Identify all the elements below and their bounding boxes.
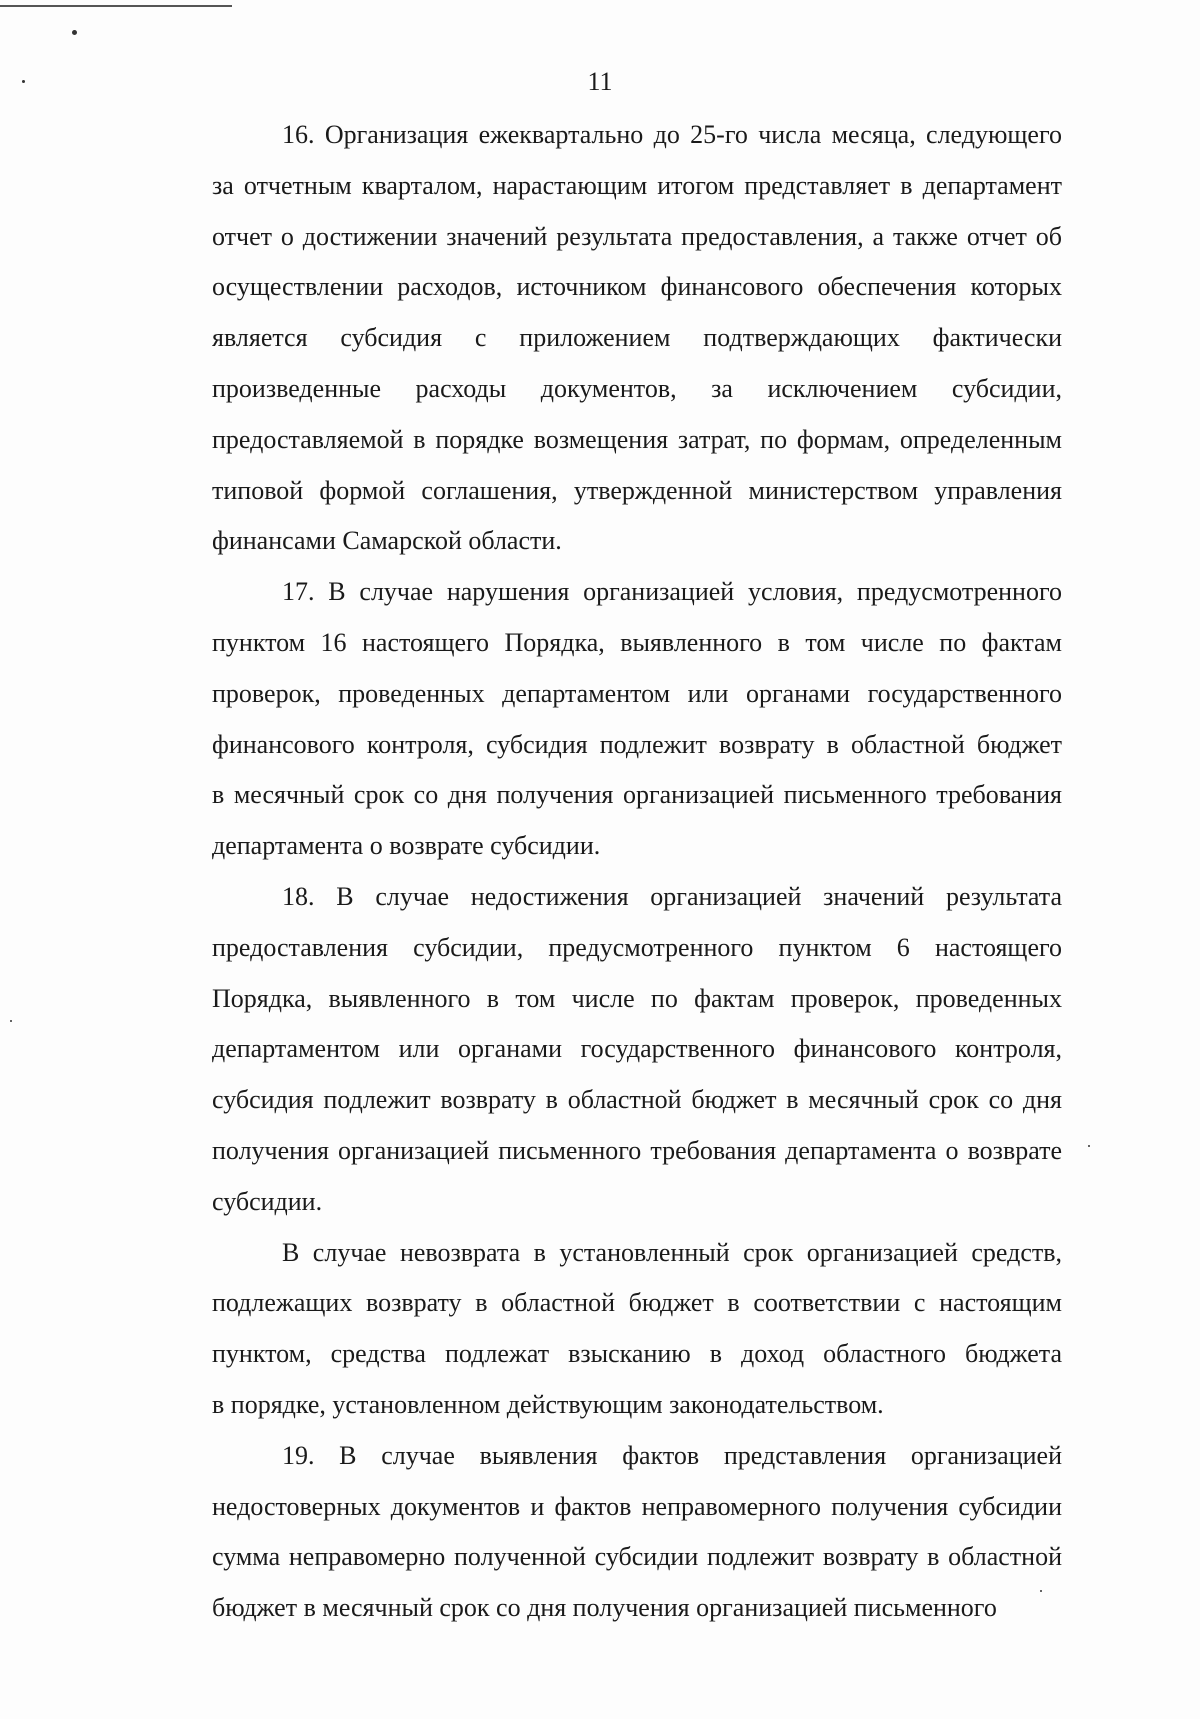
paragraph bbox=[142, 872, 1062, 1228]
text-line: проверок, проведенных департаментом или органами государственного bbox=[212, 678, 1062, 708]
text-line: 19. В случае выявления фактов представления организацией bbox=[282, 1440, 1062, 1470]
text-line: финансами Самарской области. bbox=[212, 526, 562, 556]
text-line: 17. В случае нарушения организацией условия, предусмотренного bbox=[282, 577, 1062, 607]
text-line: пунктом 16 настоящего Порядка, выявленного в том числе по фактам bbox=[212, 627, 1062, 657]
text-line: типовой формой соглашения, утвержденной министерством управления bbox=[212, 475, 1062, 505]
document-body bbox=[142, 110, 1062, 1634]
text-line: субсидии. bbox=[212, 1186, 323, 1216]
text-line: департамента о возврате субсидии. bbox=[212, 831, 601, 861]
text-line: 16. Организация ежеквартально до 25-го числа месяца, следующего bbox=[282, 120, 1062, 149]
text-line: бюджет в месячный срок со дня получения организацией письменного bbox=[212, 1593, 997, 1623]
text-line: В случае невозврата в установленный срок организацией средств, bbox=[282, 1237, 1062, 1267]
text-line: пунктом, средства подлежат взысканию в доход областного бюджета bbox=[212, 1339, 1062, 1369]
text-line: за отчетным кварталом, нарастающим итогом представляет в департамент bbox=[212, 170, 1062, 200]
text-line: подлежащих возврату в областной бюджет в соответствии с настоящим bbox=[212, 1288, 1062, 1318]
text-line: осуществлении расходов, источником финансового обеспечения которых bbox=[212, 272, 1062, 302]
text-line: предоставляемой в порядке возмещения затрат, по формам, определенным bbox=[212, 424, 1062, 454]
text-line: предоставления субсидии, предусмотренного пунктом 6 настоящего bbox=[212, 932, 1062, 962]
scan-edge-rule bbox=[0, 5, 232, 7]
paragraph bbox=[142, 1228, 1062, 1431]
text-line: недостоверных документов и фактов неправомерного получения субсидии bbox=[212, 1491, 1062, 1521]
scan-speck bbox=[10, 1020, 12, 1022]
text-line: получения организацией письменного требования департамента о возврате bbox=[212, 1135, 1062, 1165]
text-line: в месячный срок со дня получения организацией письменного требования bbox=[212, 780, 1062, 810]
paragraph bbox=[142, 567, 1062, 872]
paragraph bbox=[142, 1431, 1062, 1634]
text-line: в порядке, установленном действующим законодательством. bbox=[212, 1389, 884, 1419]
text-line: Порядка, выявленного в том числе по фактам проверок, проведенных bbox=[212, 983, 1062, 1013]
text-line: отчет о достижении значений результата предоставления, а также отчет об bbox=[212, 221, 1062, 251]
text-line: 18. В случае недостижения организацией значений результата bbox=[282, 881, 1062, 911]
paragraph bbox=[142, 110, 1062, 567]
text-line: финансового контроля, субсидия подлежит возврату в областной бюджет bbox=[212, 729, 1062, 759]
text-line: департаментом или органами государственного финансового контроля, bbox=[212, 1034, 1062, 1064]
text-line: является субсидия с приложением подтверждающих фактически bbox=[212, 323, 1062, 353]
scan-speck bbox=[1088, 1145, 1090, 1147]
page-number: 11 bbox=[587, 67, 613, 96]
text-line: сумма неправомерно полученной субсидии подлежит возврату в областной bbox=[212, 1542, 1062, 1572]
text-line: субсидия подлежит возврату в областной бюджет в месячный срок со дня bbox=[212, 1085, 1062, 1115]
scan-speck bbox=[72, 30, 77, 35]
text-line: произведенные расходы документов, за исключением субсидии, bbox=[212, 373, 1062, 403]
